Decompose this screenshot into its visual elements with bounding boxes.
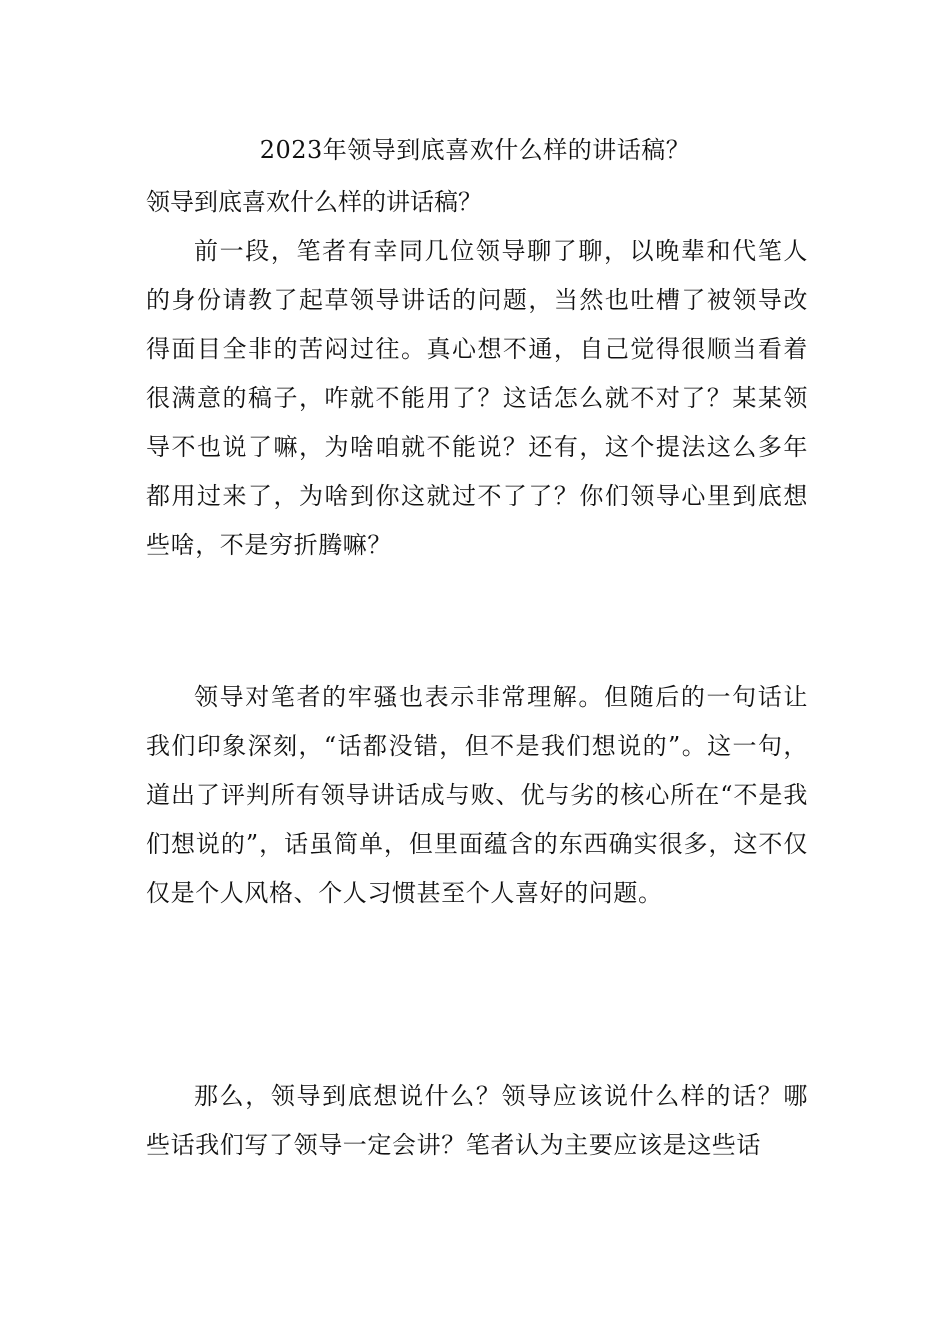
paragraph-3: 那么，领导到底想说什么？领导应该说什么样的话？哪些话我们写了领导一定会讲？笔者认为主要应该是这些话 xyxy=(146,1082,808,1159)
paragraph-1: 前一段，笔者有幸同几位领导聊了聊，以晚辈和代笔人的身份请教了起草领导讲话的问题，当然也吐槽了被领导改得面目全非的苦闷过往。真心想不通，自己觉得很顺当看着很满意的稿子，咋就不能用了？这话怎么就不对了？某某领导不也说了嘛，为啥咱就不能说？还有，这个提法这么多年都用过来了，为啥到你这就过不了了？你们领导心里到底想些啥，不是穷折腾嘛？ xyxy=(146,237,808,559)
paragraph-2: 领导对笔者的牢骚也表示非常理解。但随后的一句话让我们印象深刻，“话都没错，但不是我们想说的”。这一句，道出了评判所有领导讲话成与败、优与劣的核心所在“不是我们想说的”，话虽简单，但里面蕴含的东西确实很多，这不仅仅是个人风格、个人习惯甚至个人喜好的问题。 xyxy=(146,683,808,907)
document-title: 2023年领导到底喜欢什么样的讲话稿？ xyxy=(259,136,691,164)
document-subtitle: 领导到底喜欢什么样的讲话稿？ xyxy=(146,188,482,216)
